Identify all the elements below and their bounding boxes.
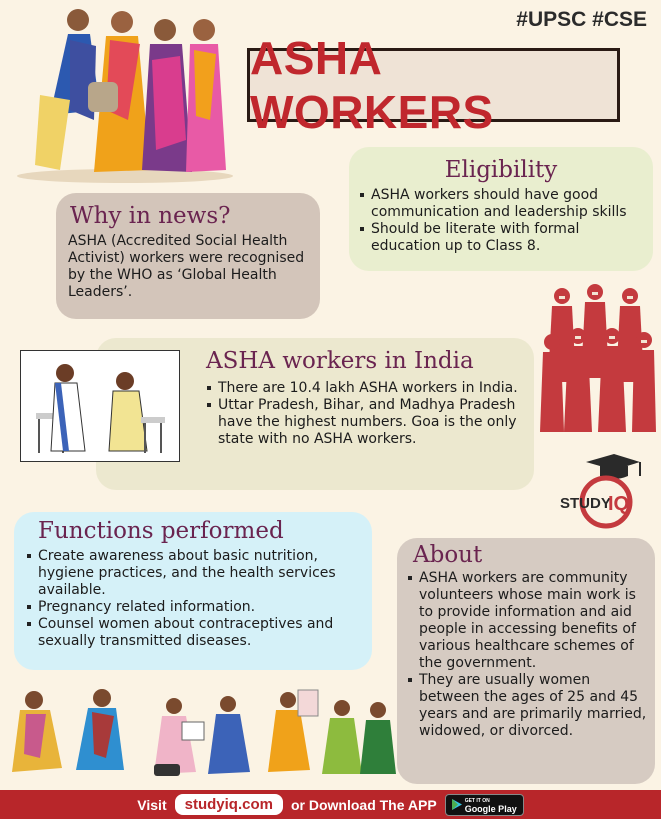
google-play-badge[interactable] [445,794,524,816]
eligibility-heading: Eligibility [444,157,558,183]
list-item: Uttar Pradesh, Bihar, and Madhya Pradesh have the highest numbers. Goa is the only state with no ASHA workers. [206,397,518,448]
hashtags: #UPSC #CSE [516,8,647,31]
store-text: Google Play [464,803,517,814]
store-small-text: GET IT ON [464,797,490,804]
logo-text-iq: IQ [608,493,630,515]
about-heading: About [413,542,483,568]
list-item: ASHA workers are community volunteers whose main work is to provide information and aid people in accessing benefits of various healthcare schemes of the government. [407,570,647,672]
website-link[interactable]: studyiq.com [175,794,283,815]
community-meeting-illustration [6,678,396,788]
india-list [206,380,518,448]
page-title: ASHA WORKERS [250,32,494,138]
footer-bar [0,790,661,819]
list-item: There are 10.4 lakh ASHA workers in India. [206,380,518,397]
eligibility-card [349,147,653,271]
list-item: ASHA workers should have good communication and leadership skills [359,187,643,221]
red-sari-group-illustration [540,282,658,450]
list-item: Should be literate with formal education up to Class 8. [359,221,643,255]
health-visit-illustration [21,351,179,461]
footer-download-text: or Download The APP [290,796,437,813]
title-box [247,32,620,138]
list-item: Create awareness about basic nutrition, hygiene practices, and the health services available. [26,548,362,599]
why-in-news-heading: Why in news? [70,203,231,229]
list-item: They are usually women between the ages of 25 and 45 years and are primarily married, widowed, or divorced. [407,672,647,740]
health-visit-illustration-frame [20,350,180,462]
functions-card [14,512,372,670]
women-group-illustration [10,0,240,185]
footer-visit-text: Visit [137,796,167,813]
india-heading: ASHA workers in India [206,348,474,374]
list-item: Pregnancy related information. [26,599,362,616]
google-play-icon [452,799,462,810]
about-list [407,570,647,740]
why-in-news-card [56,193,320,319]
list-item: Counsel women about contraceptives and sexually transmitted diseases. [26,616,362,650]
why-in-news-text: ASHA (Accredited Social Health Activist) workers were recognised by the WHO as ‘Global Health Leaders’. [68,233,305,300]
eligibility-list [359,187,643,255]
functions-heading: Functions performed [38,518,284,544]
studyiq-logo [556,452,646,532]
about-card [397,538,655,784]
functions-list [26,548,362,650]
logo-text-study: STUDY [560,495,611,512]
graduation-cap-icon [556,452,646,532]
